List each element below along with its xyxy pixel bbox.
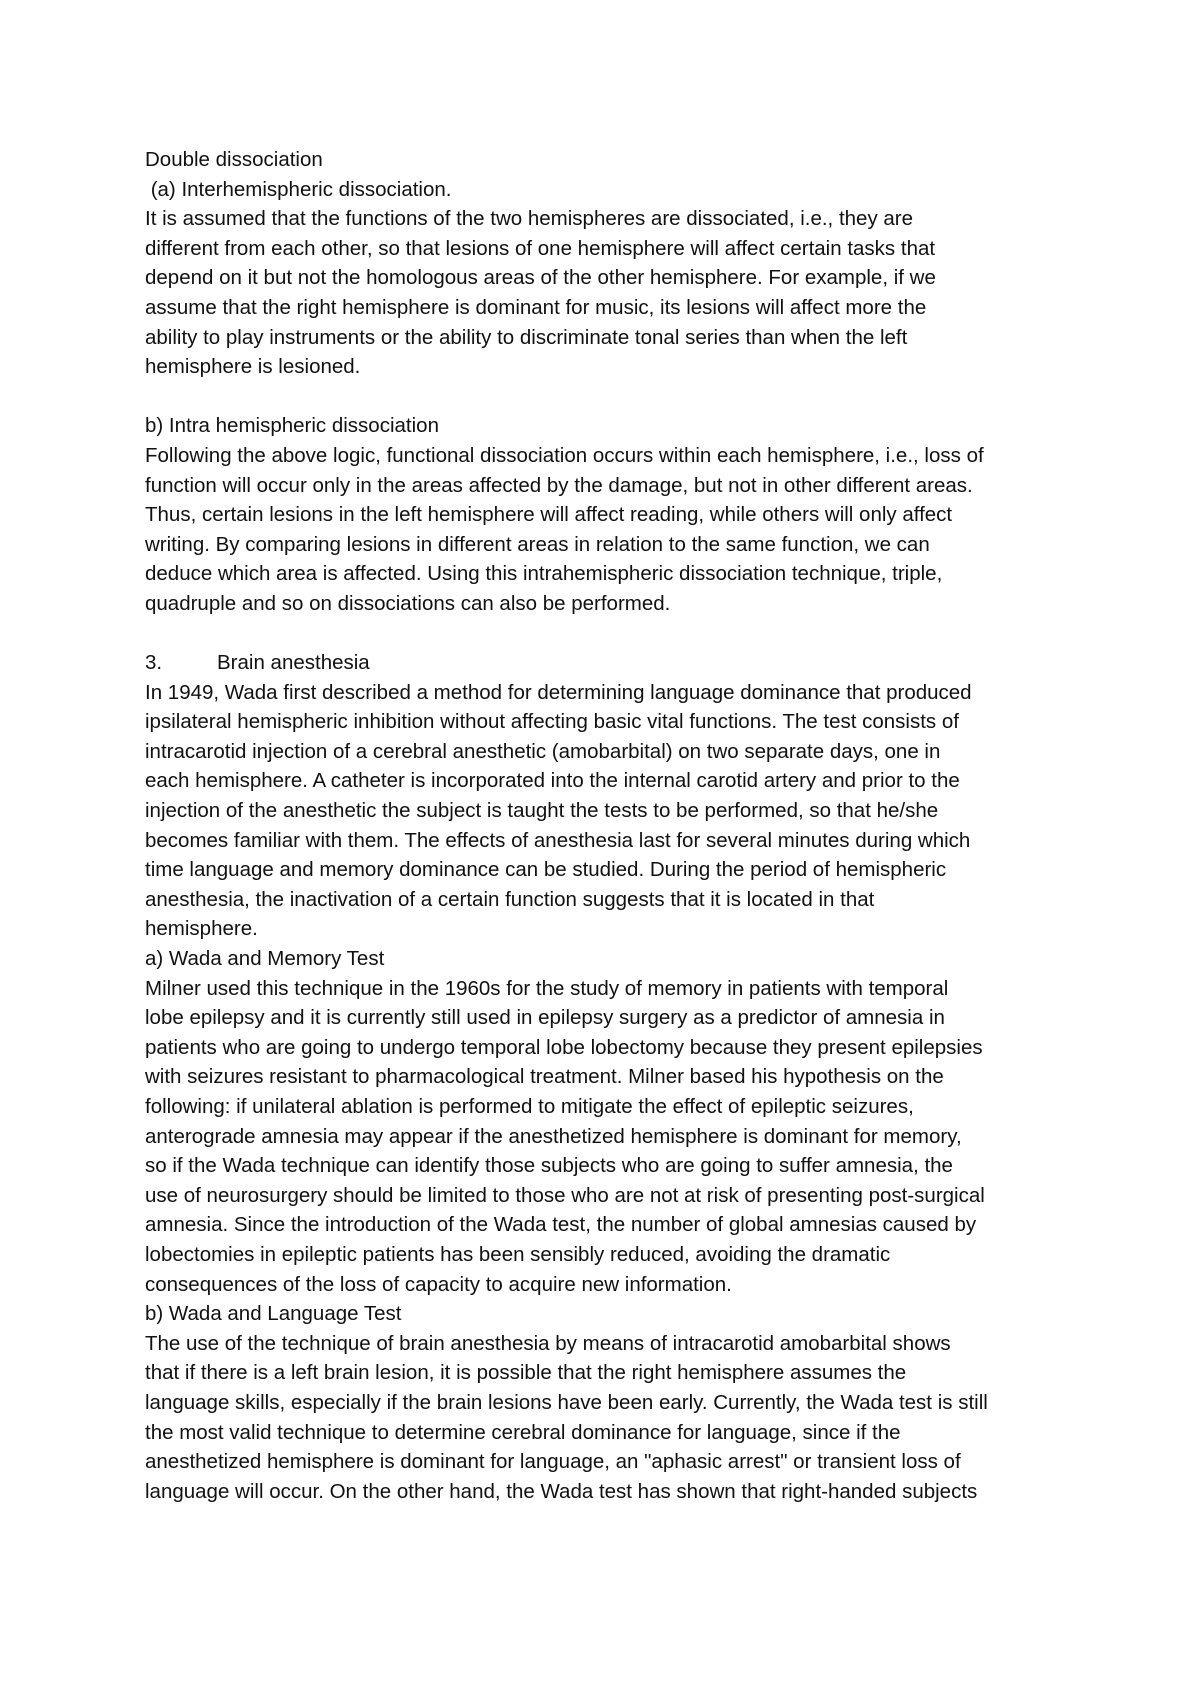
document-body <box>145 145 1080 1506</box>
paragraph-line: different from each other, so that lesions of one hemisphere will affect certain tasks that <box>145 236 936 260</box>
paragraph-line: each hemisphere. A catheter is incorporated into the internal carotid artery and prior to the <box>145 769 960 793</box>
paragraph-line: the most valid technique to determine cerebral dominance for language, since if the <box>145 1420 901 1444</box>
paragraph-line: that if there is a left brain lesion, it is possible that the right hemisphere assumes the <box>145 1361 907 1385</box>
paragraph-line: lobectomies in epileptic patients has been sensibly reduced, avoiding the dramatic <box>145 1242 891 1266</box>
paragraph-line: In 1949, Wada first described a method for determining language dominance that produced <box>145 680 972 704</box>
paragraph-line: depend on it but not the homologous areas of the other hemisphere. For example, if we <box>145 266 936 290</box>
paragraph-line: intracarotid injection of a cerebral anesthetic (amobarbital) on two separate days, one in <box>145 739 941 763</box>
paragraph-spacer <box>145 619 1080 649</box>
subheading-wada-memory: a) Wada and Memory Test <box>145 947 385 971</box>
paragraph-line: The use of the technique of brain anesthesia by means of intracarotid amobarbital shows <box>145 1331 951 1355</box>
paragraph-line: anterograde amnesia may appear if the anesthetized hemisphere is dominant for memory, <box>145 1124 962 1148</box>
paragraph-line: becomes familiar with them. The effects of anesthesia last for several minutes during which <box>145 828 971 852</box>
paragraph-line: amnesia. Since the introduction of the Wada test, the number of global amnesias caused by <box>145 1213 977 1237</box>
subheading-interhemispheric: (a) Interhemispheric dissociation. <box>145 177 452 201</box>
paragraph-line: It is assumed that the functions of the two hemispheres are dissociated, i.e., they are <box>145 207 914 231</box>
paragraph-line: Milner used this technique in the 1960s for the study of memory in patients with temporal <box>145 976 949 1000</box>
paragraph-line: hemisphere. <box>145 917 258 941</box>
section-title: Brain anesthesia <box>217 651 370 675</box>
paragraph-line: ability to play instruments or the ability to discriminate tonal series than when the left <box>145 325 908 349</box>
paragraph-line: so if the Wada technique can identify those subjects who are going to suffer amnesia, the <box>145 1154 953 1178</box>
paragraph-spacer <box>145 382 1080 412</box>
section-number: 3. <box>145 651 163 675</box>
paragraph-line: use of neurosurgery should be limited to those who are not at risk of presenting post-surgical <box>145 1183 985 1207</box>
paragraph-line: function will occur only in the areas affected by the damage, but not in other different areas. <box>145 473 973 497</box>
paragraph-line: deduce which area is affected. Using this intrahemispheric dissociation technique, triple, <box>145 562 943 586</box>
paragraph-line: Thus, certain lesions in the left hemisphere will affect reading, while others will only affect <box>145 503 953 527</box>
paragraph-line: time language and memory dominance can be studied. During the period of hemispheric <box>145 858 947 882</box>
subheading-wada-language: b) Wada and Language Test <box>145 1302 402 1326</box>
paragraph-line: following: if unilateral ablation is performed to mitigate the effect of epileptic seizures, <box>145 1095 914 1118</box>
paragraph-line: language skills, especially if the brain lesions have been early. Currently, the Wada test is still <box>145 1390 988 1414</box>
paragraph-line: injection of the anesthetic the subject is taught the tests to be performed, so that he/she <box>145 799 939 823</box>
section-heading-brain-anesthesia <box>145 648 1080 678</box>
paragraph-line: patients who are going to undergo temporal lobe lobectomy because they present epilepsies <box>145 1035 983 1059</box>
paragraph-line: anesthesia, the inactivation of a certain function suggests that it is located in that <box>145 887 875 911</box>
paragraph-line: hemisphere is lesioned. <box>145 355 361 379</box>
paragraph-line: with seizures resistant to pharmacological treatment. Milner based his hypothesis on the <box>145 1065 944 1089</box>
paragraph-line: writing. By comparing lesions in different areas in relation to the same function, we can <box>145 532 930 556</box>
subheading-intrahemispheric: b) Intra hemispheric dissociation <box>145 414 439 438</box>
paragraph-line: ipsilateral hemispheric inhibition without affecting basic vital functions. The test consists of <box>145 710 959 734</box>
paragraph-line: assume that the right hemisphere is dominant for music, its lesions will affect more the <box>145 295 927 319</box>
paragraph-line: quadruple and so on dissociations can also be performed. <box>145 591 671 615</box>
paragraph-line: anesthetized hemisphere is dominant for language, an "aphasic arrest" or transient loss of <box>145 1450 961 1474</box>
paragraph-line: consequences of the loss of capacity to acquire new information. <box>145 1272 732 1296</box>
section-heading-double-dissociation: Double dissociation <box>145 148 323 171</box>
paragraph-line: Following the above logic, functional dissociation occurs within each hemisphere, i.e., loss of <box>145 443 984 467</box>
paragraph-line: lobe epilepsy and it is currently still used in epilepsy surgery as a predictor of amnesia in <box>145 1006 945 1030</box>
paragraph-line: language will occur. On the other hand, the Wada test has shown that right-handed subjects <box>145 1479 978 1503</box>
